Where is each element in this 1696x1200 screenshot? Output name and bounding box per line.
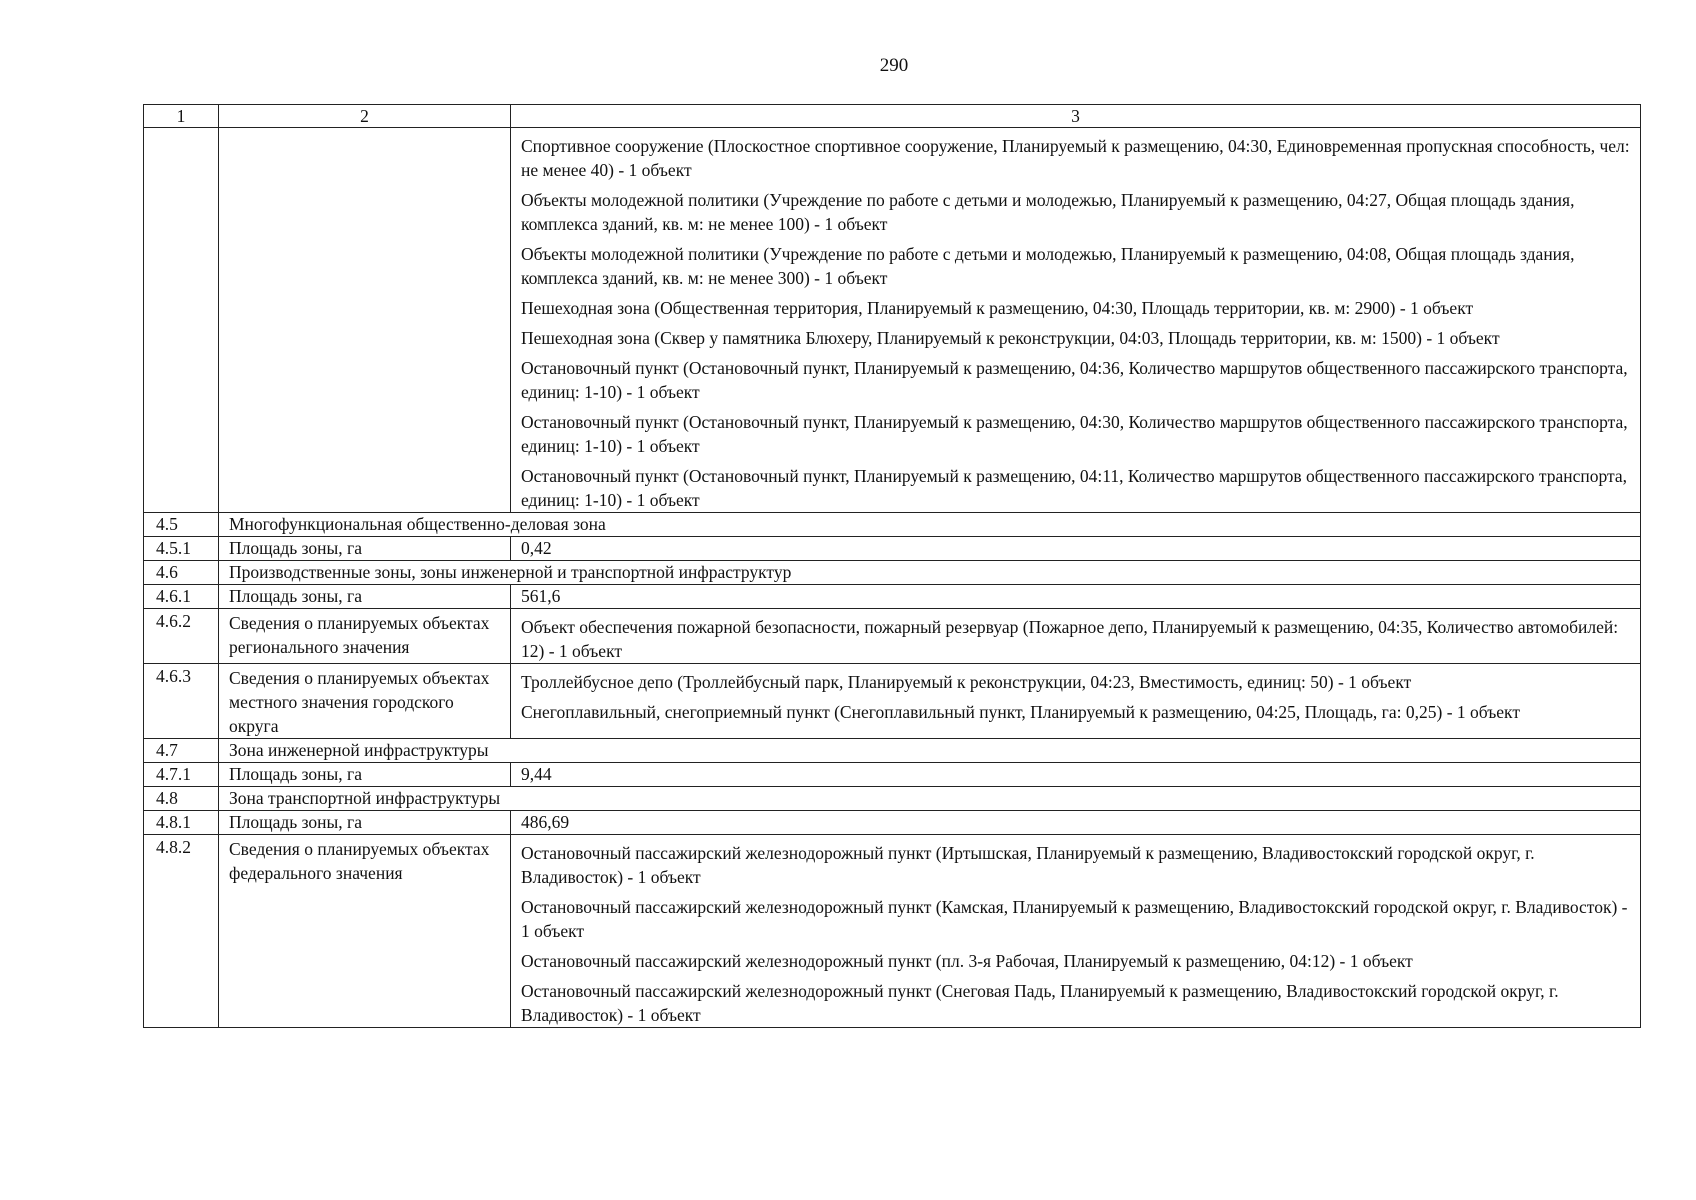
list-item: Спортивное сооружение (Плоскостное спортивное сооружение, Планируемый к размещению, 04:30, Единовременная пропускная способность, чел: не менее 40) - 1 объект bbox=[521, 136, 1630, 180]
list-item: Объекты молодежной политики (Учреждение по работе с детьми и молодежью, Планируемый к размещению, 04:08, Общая площадь здания, комплекса зданий, кв. м: не менее 300) - 1 объект bbox=[521, 244, 1575, 288]
table-row bbox=[144, 835, 1641, 1028]
row-label: Площадь зоны, га bbox=[219, 763, 511, 787]
row-number: 4.8.1 bbox=[144, 811, 219, 835]
list-item: Остановочный пункт (Остановочный пункт, Планируемый к размещению, 04:11, Количество маршрутов общественного пассажирского транспорта, единиц: 1-10) - 1 объект bbox=[521, 466, 1628, 510]
row-label: Площадь зоны, га bbox=[219, 585, 511, 609]
row-value: 561,6 bbox=[511, 585, 1641, 609]
row-label: Площадь зоны, га bbox=[219, 811, 511, 835]
row-label: Сведения о планируемых объектах федерального значения bbox=[219, 835, 511, 1028]
section-title: Зона инженерной инфраструктуры bbox=[219, 739, 1641, 763]
list-item: Остановочный пассажирский железнодорожный пункт (Иртышская, Планируемый к размещению, Владивостокский городской округ, г. Владивосток) - 1 объект bbox=[521, 843, 1535, 887]
header-col-2: 2 bbox=[219, 105, 511, 128]
table-row bbox=[144, 609, 1641, 664]
row-number: 4.6.2 bbox=[144, 609, 219, 664]
table-row bbox=[144, 585, 1641, 609]
row-value: 9,44 bbox=[511, 763, 1641, 787]
section-title: Производственные зоны, зоны инженерной и транспортной инфраструктур bbox=[219, 561, 1641, 585]
list-item: Объекты молодежной политики (Учреждение по работе с детьми и молодежью, Планируемый к размещению, 04:27, Общая площадь здания, комплекса зданий, кв. м: не менее 100) - 1 объект bbox=[521, 190, 1575, 234]
row-label: Сведения о планируемых объектах регионального значения bbox=[219, 609, 511, 664]
table-row bbox=[144, 513, 1641, 537]
row-value: 486,69 bbox=[511, 811, 1641, 835]
row-number bbox=[144, 128, 219, 513]
list-item: Троллейбусное депо (Троллейбусный парк, Планируемый к реконструкции, 04:23, Вместимость, единиц: 50) - 1 объект bbox=[521, 672, 1412, 692]
list-item: Пешеходная зона (Общественная территория, Планируемый к размещению, 04:30, Площадь территории, кв. м: 2900) - 1 объект bbox=[521, 298, 1474, 318]
section-title: Многофункциональная общественно-деловая зона bbox=[219, 513, 1641, 537]
page-number: 290 bbox=[879, 55, 909, 76]
table-row bbox=[144, 739, 1641, 763]
table-header-row bbox=[144, 105, 1641, 128]
row-label: Сведения о планируемых объектах местного значения городского округа bbox=[219, 664, 511, 739]
row-number: 4.8 bbox=[144, 787, 219, 811]
document-table bbox=[143, 104, 1641, 1028]
row-label bbox=[219, 128, 511, 513]
row-number: 4.7.1 bbox=[144, 763, 219, 787]
section-title: Зона транспортной инфраструктуры bbox=[219, 787, 1641, 811]
row-description bbox=[511, 835, 1641, 1028]
table-row bbox=[144, 537, 1641, 561]
row-number: 4.5 bbox=[144, 513, 219, 537]
row-number: 4.6.3 bbox=[144, 664, 219, 739]
table-row bbox=[144, 811, 1641, 835]
list-item: Остановочный пункт (Остановочный пункт, Планируемый к размещению, 04:36, Количество маршрутов общественного пассажирского транспорта, единиц: 1-10) - 1 объект bbox=[521, 358, 1628, 402]
row-value: 0,42 bbox=[511, 537, 1641, 561]
row-number: 4.5.1 bbox=[144, 537, 219, 561]
table-row bbox=[144, 128, 1641, 513]
table-row bbox=[144, 664, 1641, 739]
list-item: Остановочный пункт (Остановочный пункт, Планируемый к размещению, 04:30, Количество маршрутов общественного пассажирского транспорта, единиц: 1-10) - 1 объект bbox=[521, 412, 1628, 456]
list-item: Объект обеспечения пожарной безопасности, пожарный резервуар (Пожарное депо, Планируемый к размещению, 04:35, Количество автомобилей: 12) - 1 объект bbox=[521, 617, 1619, 661]
row-description bbox=[511, 128, 1641, 513]
list-item: Остановочный пассажирский железнодорожный пункт (Камская, Планируемый к размещению, Владивостокский городской округ, г. Владивосток) - 1 объект bbox=[521, 897, 1628, 941]
row-number: 4.8.2 bbox=[144, 835, 219, 1028]
row-number: 4.6 bbox=[144, 561, 219, 585]
table-row bbox=[144, 787, 1641, 811]
header-col-1: 1 bbox=[144, 105, 219, 128]
row-label: Площадь зоны, га bbox=[219, 537, 511, 561]
list-item: Пешеходная зона (Сквер у памятника Блюхеру, Планируемый к реконструкции, 04:03, Площадь территории, кв. м: 1500) - 1 объект bbox=[521, 328, 1500, 348]
table-row bbox=[144, 561, 1641, 585]
header-col-3: 3 bbox=[511, 105, 1641, 128]
row-number: 4.6.1 bbox=[144, 585, 219, 609]
table-row bbox=[144, 763, 1641, 787]
row-description bbox=[511, 609, 1641, 664]
list-item: Остановочный пассажирский железнодорожный пункт (пл. 3-я Рабочая, Планируемый к размещению, 04:12) - 1 объект bbox=[521, 951, 1413, 971]
list-item: Остановочный пассажирский железнодорожный пункт (Снеговая Падь, Планируемый к размещению, Владивостокский городской округ, г. Владивосток) - 1 объект bbox=[521, 981, 1559, 1025]
row-number: 4.7 bbox=[144, 739, 219, 763]
list-item: Снегоплавильный, снегоприемный пункт (Снегоплавильный пункт, Планируемый к размещению, 04:25, Площадь, га: 0,25) - 1 объект bbox=[521, 702, 1520, 722]
row-description bbox=[511, 664, 1641, 739]
